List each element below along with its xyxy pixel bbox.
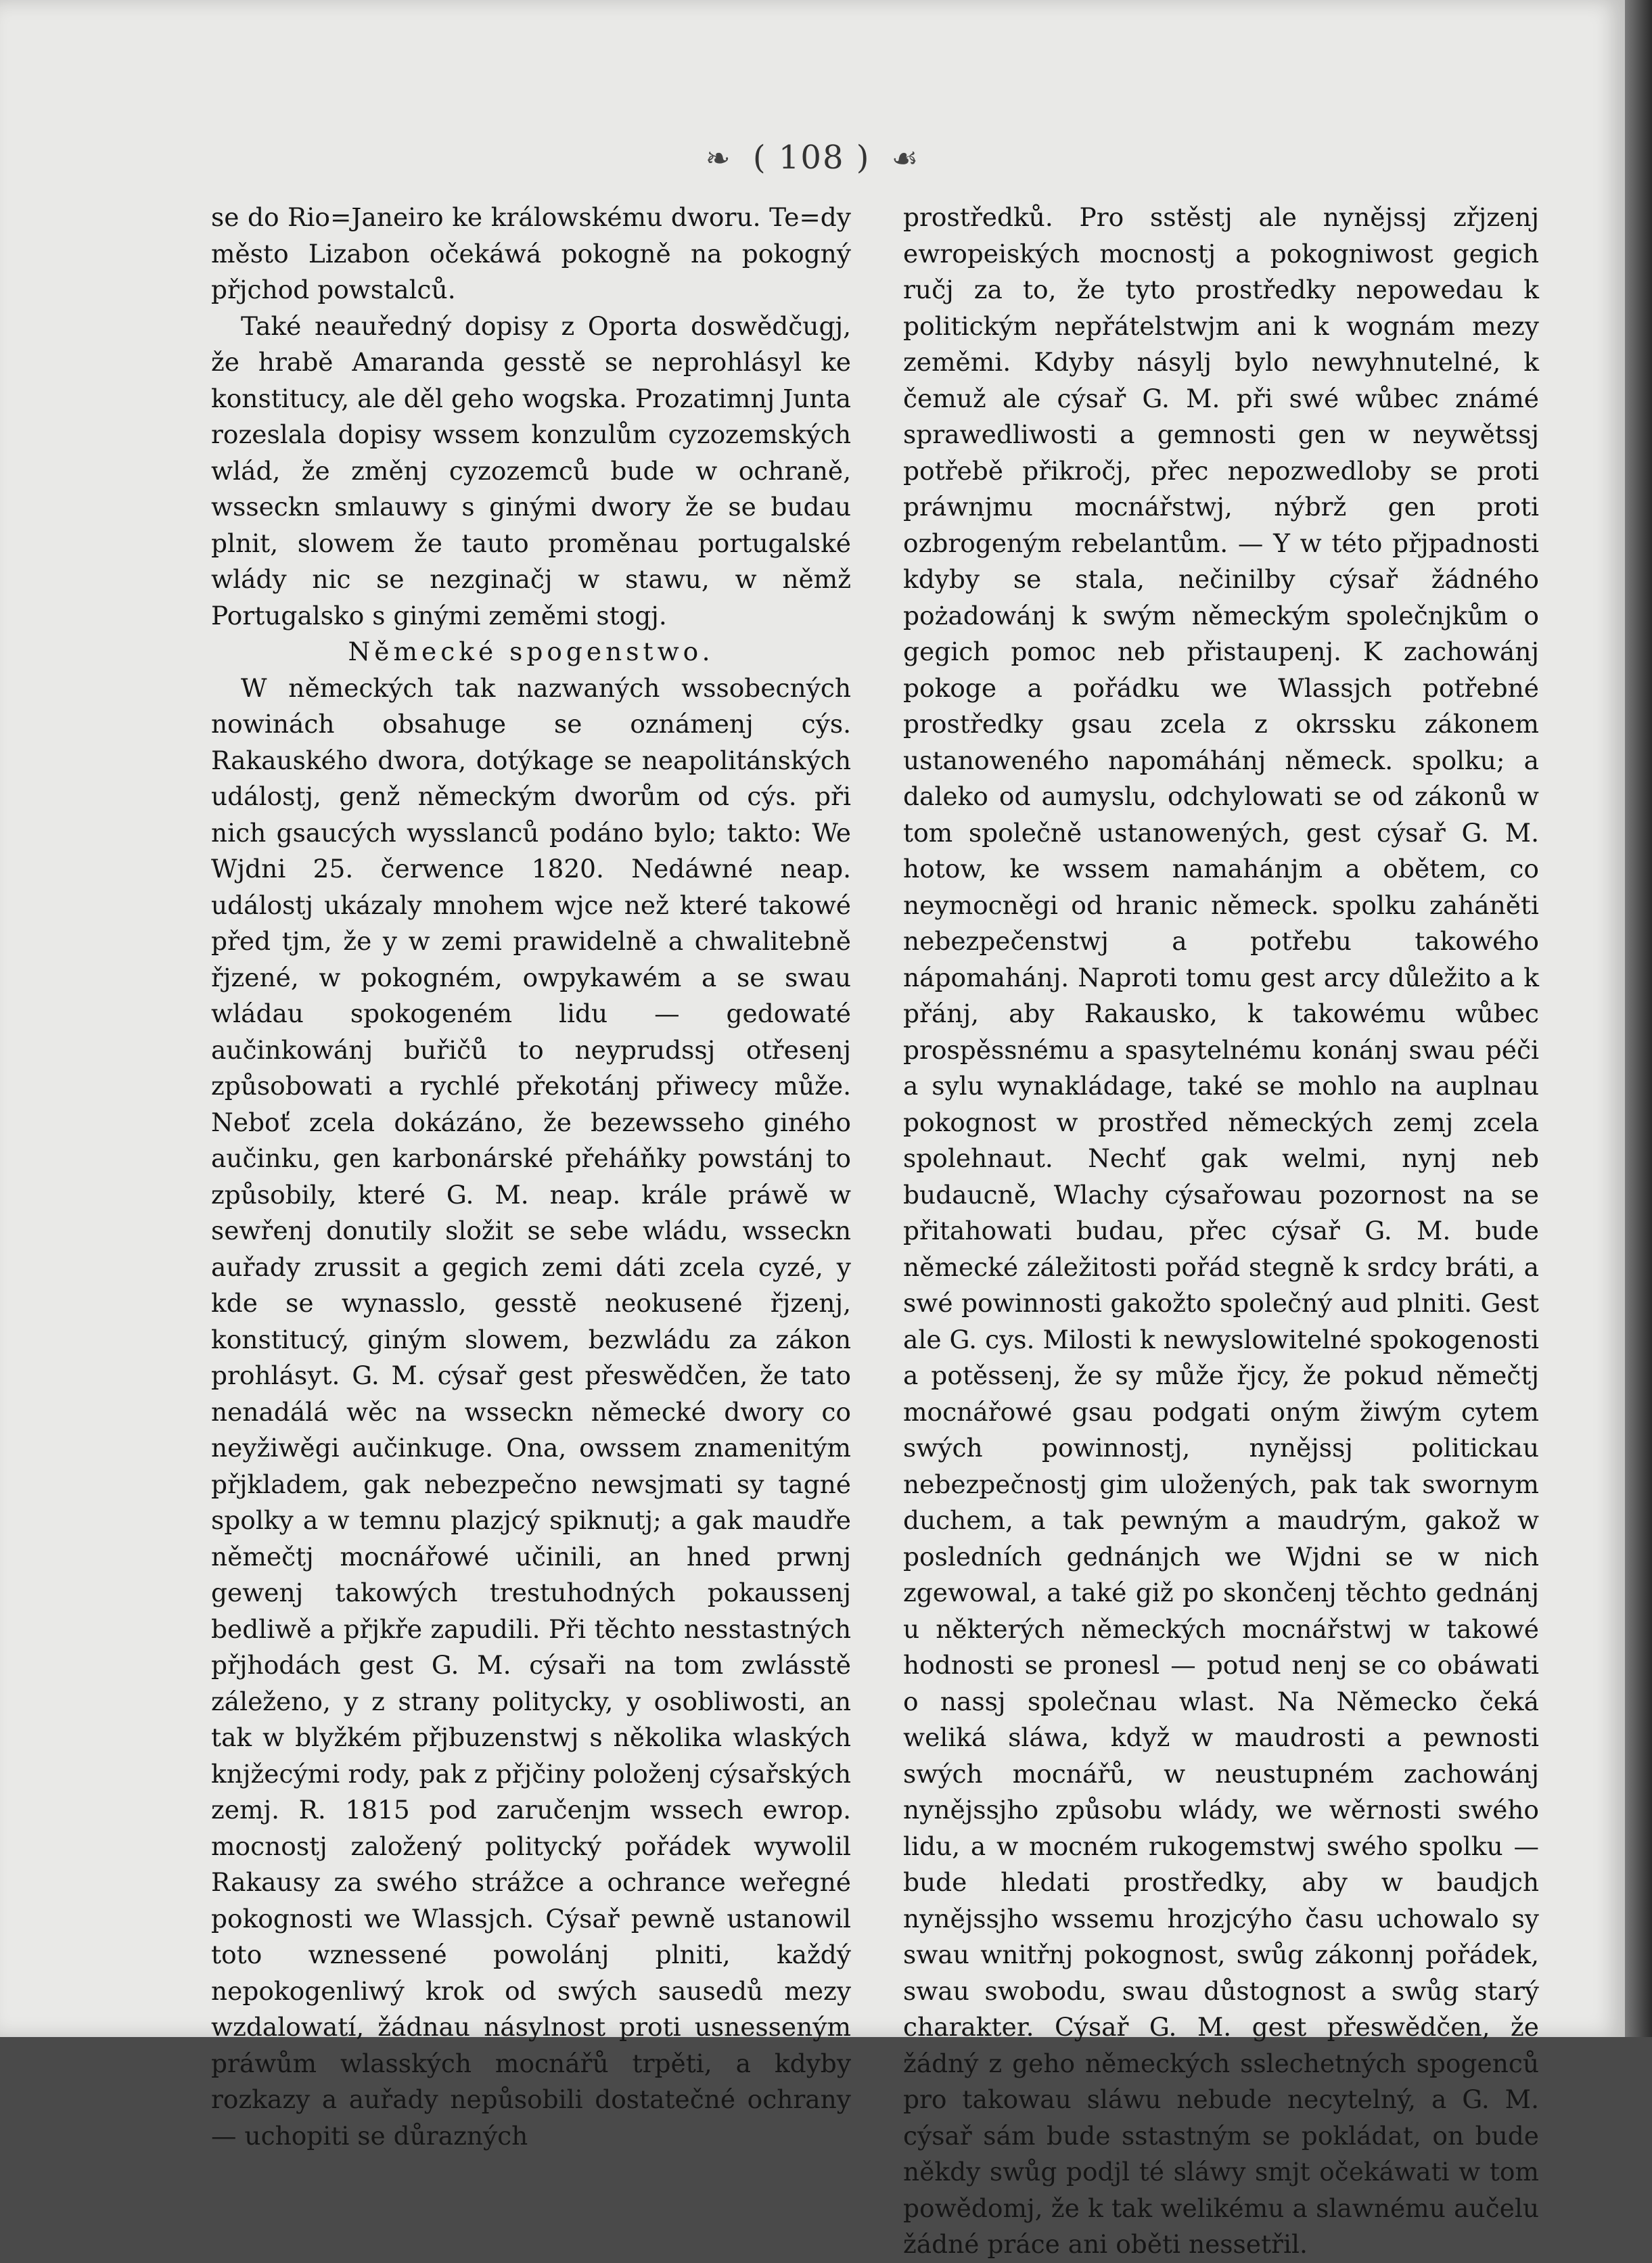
paragraph-nemecke-nowiny: W německých tak nazwaných wssobecných nowinách obsahuge se oznámenj cýs. Rakauského dwora, dotýkage se neapolitánských událostj, genž německým dworům od cýs. při nich gsaucých wysslanců podáno bylo; takto: We Wjdni 25. čerwence 1820. Nedáwné neap. událostj ukázaly mnohem wjce než které takowé před tjm, že y w zemi prawidelně a chwalitebně řjzené, w pokogném, owpykawém a se swau wládau spokogeném lidu — gedowaté aučinkowánj buřičů to neyprudssj otřesenj způsobowati a rychlé překotánj přiwecy může. Neboť zcela dokázáno, že bezewsseho giného aučinku, gen karbonárské přeháňky powstánj to způsobily, které G. M. neap. krále práwě w sewřenj donutily složit se sebe wládu, wsseckn auřady zrussit a gegich zemi dáti zcela cyzé, y kde se wynasslo, gesstě neokusené řjzenj, konstitucý, giným slowem, bezwládu za zákon prohlásyt. G. M. cýsař gest přeswědčen, že tato nenadálá wěc na wsseckn německé dwory co neyžiwěgi aučinkuge. Ona, owssem znamenitým přjkladem, gak nebezpečno newsjmati sy tagné spolky a w temnu plazjcý spiknutj; a gak maudře němečtj mocnářowé učinili, an hned prwnj gewenj takowých trestuhodných pokaussenj bedliwě a přjkře zapudili. Při těchto nesstastných přjhodách gest G. M. cýsaři na tom zwlásstě záleženo, y z strany politycky, y osobliwosti, an tak w blyžkém přjbuzenstwj s několika wlaských knjžecými rody, pak z přjčiny položenj cýsařských zemj. R. 1815 pod zaručenjm wssech ewrop. mocnostj založený politycký pořádek wywolil Rakausy za swého strážce a ochrance weřegné pokognosti we Wlassjch. Cýsař pewně ustanowil toto wznessené powolánj plniti, každý nepokogenliwý krok od swých sausedů mezy wzdalowatí, žádnau násylnost proti usnesseným práwům wlasských mocnářů trpěti, a kdyby rozkazy a auřady nepůsobili dostatečné ochrany — uchopiti se důrazných: [211, 672, 851, 2151]
paragraph-oporto: Také neauředný dopisy z Oporta doswědčugj, že hrabě Amaranda gesstě se neprohlásyl ke konstitucy, ale děl geho wogska. Prozatimnj Junta rozeslala dopisy wssem konzulům cyzozemských wlád, že změnj cyzozemců bude w ochraně, wsseckn smlauwy s ginými dwory že se budau plnit, slowem že tauto proměnau portugalské wlády nic se nezginačj w stawu, w němž Portugalsko s ginými zeměmi stogj.: [211, 311, 851, 631]
page-header: [0, 139, 1625, 177]
ornament-right-icon: ☙: [891, 141, 920, 176]
page-edge-shadow: [1625, 0, 1652, 2037]
ornament-left-icon: ❧: [705, 141, 732, 176]
paragraph-rio-janeiro: se do Rio=Janeiro ke králowskému dworu. Te=dy město Lizabon očekáwá pokogně na pokogný přjchod powstalců.: [211, 202, 851, 304]
page-number: ( 108 ): [752, 139, 871, 177]
paragraph-continuation: prostředků. Pro sstěstj ale nynějssj zřjzenj ewropeiských mocnostj a pokogniwost gegich ručj za to, že tyto prostředky nepowedau k politickým nepřátelstwjm ani k wognám mezy zeměmi. Kdyby násylj bylo newyhnutelné, k čemuž ale cýsař G. M. při swé wůbec známé sprawedliwosti a gemnosti gen w neywětssj potřebě přikročj, přec nepozwedloby se proti práwnjmu mocnářstwj, nýbrž gen proti ozbrogeným rebelantům. — Y w této přjpadnosti kdyby se stala, nečinilby cýsař žádného pożadowánj k swým německým společnjkům o gegich pomoc neb přistaupenj. K zachowánj pokoge a pořádku we Wlassjch potřebné prostředky gsau zcela z okrssku zákonem ustanoweného napomáhánj německ. spolku; a daleko od aumyslu, odchylowati se od zákonů w tom společně ustanowených, gest cýsař G. M. hotow, ke wssem namahánjm a obětem, co neymocněgi od hranic německ. spolku zaháněti nebezpečenstwj a potřebu takowého nápomahánj. Naproti tomu gest arcy důležito a k přánj, aby Rakausko, k takowému wůbec prospěssnému a spasytelnému konánj swau péči a sylu wynakládage, také se mohlo na auplnau pokognost w prostřed německých zemj zcela spolehnaut. Nechť gak welmi, nynj neb budaucně, Wlachy cýsařowau pozornost na se přitahowati budau, přec cýsař G. M. bude německé záležitosti pořád stegně k srdcy bráti, a swé powinnosti gakožto společný aud plniti. Gest ale G. cys. Milosti k newyslowitelné spokogenosti a potěssenj, že sy může řjcy, že pokud němečtj mocnářowé gsau podgati oným žiwým cytem swých powinnostj, nynějssj politickau nebezpečnostj gim uložených, pak tak swornym duchem, a tak pewným a maudrým, gakož w posledních gednánjch we Wjdni se w nich zgewowal, a také giž po skončenj těchto gednánj u některých německých mocnářstwj w takowé hodnosti se pronesl — potud nenj se co obáwati o nassj společnau wlast. Na Německo čeká weliká sláwa, když w maudrosti a pewnosti swých mocnářů, w neustupném zachowánj nynějssjho způsobu wlády, we wěrnosti swého lidu, a w mocném rukogemstwj swého spolku — bude hledati prostředky, aby w baudjch nynějssjho wssemu hrozjcýho času uchowalo sy swau wnitřnj pokognost, swůg zákonnj pořádek, swau swobodu, swau důstognost a swůg starý charakter. Cýsař G. M. gest přeswědčen, že žádný z geho německých sslechetných spogenců pro takowau sláwu nebude necytelný, a G. M. cýsař sám bude sstastným se pokládat, on bude někdy swůg podjl té sláwy smjt očekáwati w tom powědomj, že k tak welikému a slawnému aučelu žádné práce ani oběti nessetřil.: [903, 202, 1539, 2259]
right-column: [903, 200, 1539, 2263]
left-column: [211, 200, 851, 2154]
section-heading-nemecke-spogenstwo: Německé spogenstwo.: [348, 637, 714, 666]
